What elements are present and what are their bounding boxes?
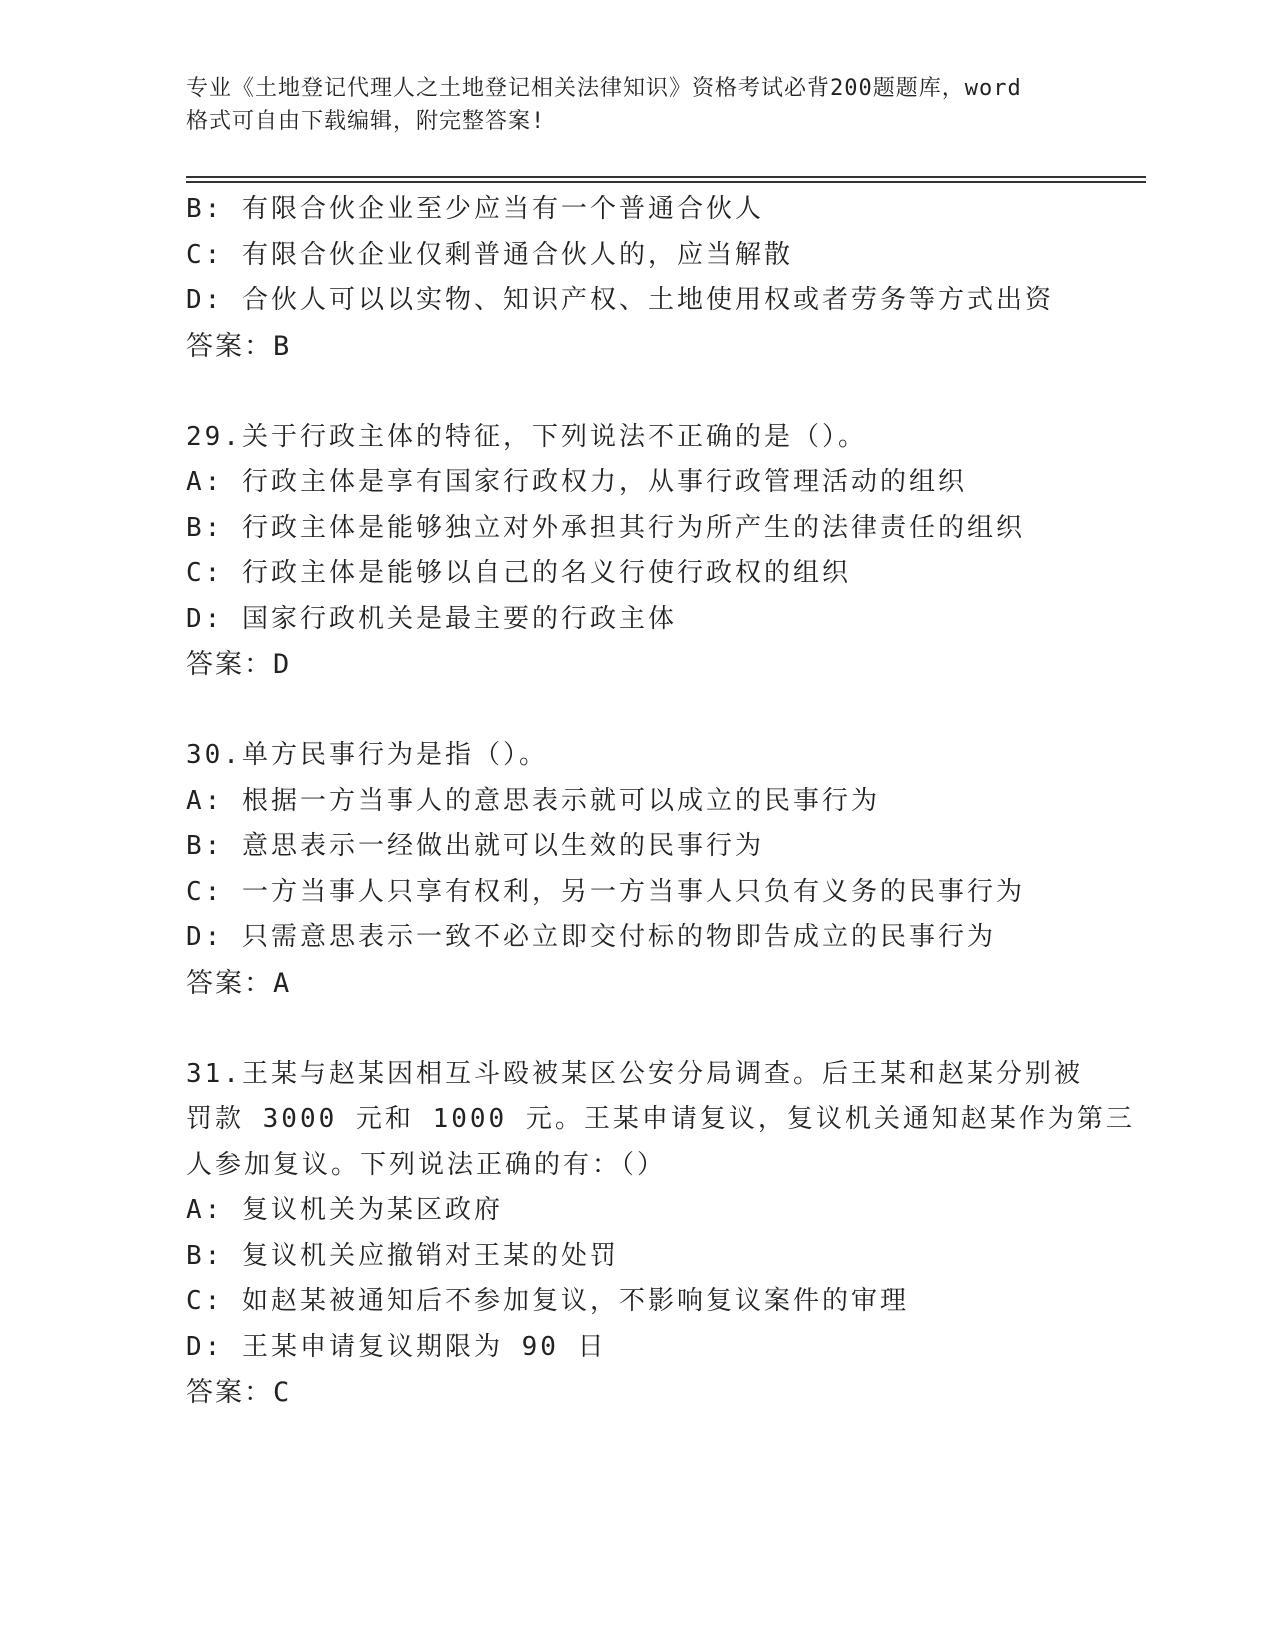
- question-stem-line-2: 罚款 3000 元和 1000 元。王某申请复议，复议机关通知赵某作为第三: [186, 1104, 1135, 1134]
- header-line-2: 格式可自由下载编辑，附完整答案!: [186, 109, 546, 134]
- spacer: [186, 369, 1146, 415]
- option-c: C: 一方当事人只享有权利，另一方当事人只负有义务的民事行为: [186, 876, 1025, 907]
- question-block-31: [186, 1052, 1146, 1416]
- document-header: [186, 72, 1086, 138]
- option-c: C: 行政主体是能够以自己的名义行使行政权的组织: [186, 558, 851, 588]
- question-list: [186, 187, 1146, 1416]
- header-divider-bottom: [186, 181, 1146, 183]
- question-stem-line-3: 人参加复议。下列说法正确的有：（）: [186, 1149, 667, 1180]
- question-block-29: [186, 415, 1146, 688]
- question-block-30: [186, 733, 1146, 1006]
- question-stem: 30.单方民事行为是指（）。: [186, 740, 548, 770]
- question-stem: 29.关于行政主体的特征，下列说法不正确的是（）。: [186, 421, 867, 452]
- question-stem-line-1: 31.王某与赵某因相互斗殴被某区公安分局调查。后王某和赵某分别被: [186, 1058, 1083, 1089]
- option-d: D: 国家行政机关是最主要的行政主体: [186, 603, 677, 634]
- option-d: D: 只需意思表示一致不必立即交付标的物即告成立的民事行为: [186, 922, 996, 952]
- question-block-28: [186, 187, 1146, 369]
- answer: 答案：D: [186, 649, 292, 680]
- option-a: A: 行政主体是享有国家行政权力，从事行政管理活动的组织: [186, 467, 967, 497]
- option-a: A: 复议机关为某区政府: [186, 1195, 503, 1225]
- header-line-1: 专业《土地登记代理人之土地登记相关法律知识》资格考试必背200题题库，word: [186, 76, 1022, 101]
- answer: 答案：C: [186, 1377, 292, 1408]
- option-c: C: 如赵某被通知后不参加复议，不影响复议案件的审理: [186, 1286, 909, 1316]
- header-divider-top: [186, 176, 1146, 178]
- option-b: B: 意思表示一经做出就可以生效的民事行为: [186, 831, 764, 861]
- option-d: D: 王某申请复议期限为 90 日: [186, 1331, 607, 1362]
- option-a: A: 根据一方当事人的意思表示就可以成立的民事行为: [186, 785, 880, 816]
- spacer: [186, 1006, 1146, 1052]
- option-b: B: 有限合伙企业至少应当有一个普通合伙人: [186, 194, 764, 224]
- answer: 答案：A: [186, 967, 292, 999]
- answer: 答案：B: [186, 330, 292, 362]
- option-d: D: 合伙人可以以实物、知识产权、土地使用权或者劳务等方式出资: [186, 285, 1054, 315]
- option-b: B: 复议机关应撤销对王某的处罚: [186, 1240, 619, 1271]
- option-c: C: 有限合伙企业仅剩普通合伙人的，应当解散: [186, 239, 793, 270]
- option-b: B: 行政主体是能够独立对外承担其行为所产生的法律责任的组织: [186, 512, 1025, 543]
- spacer: [186, 688, 1146, 734]
